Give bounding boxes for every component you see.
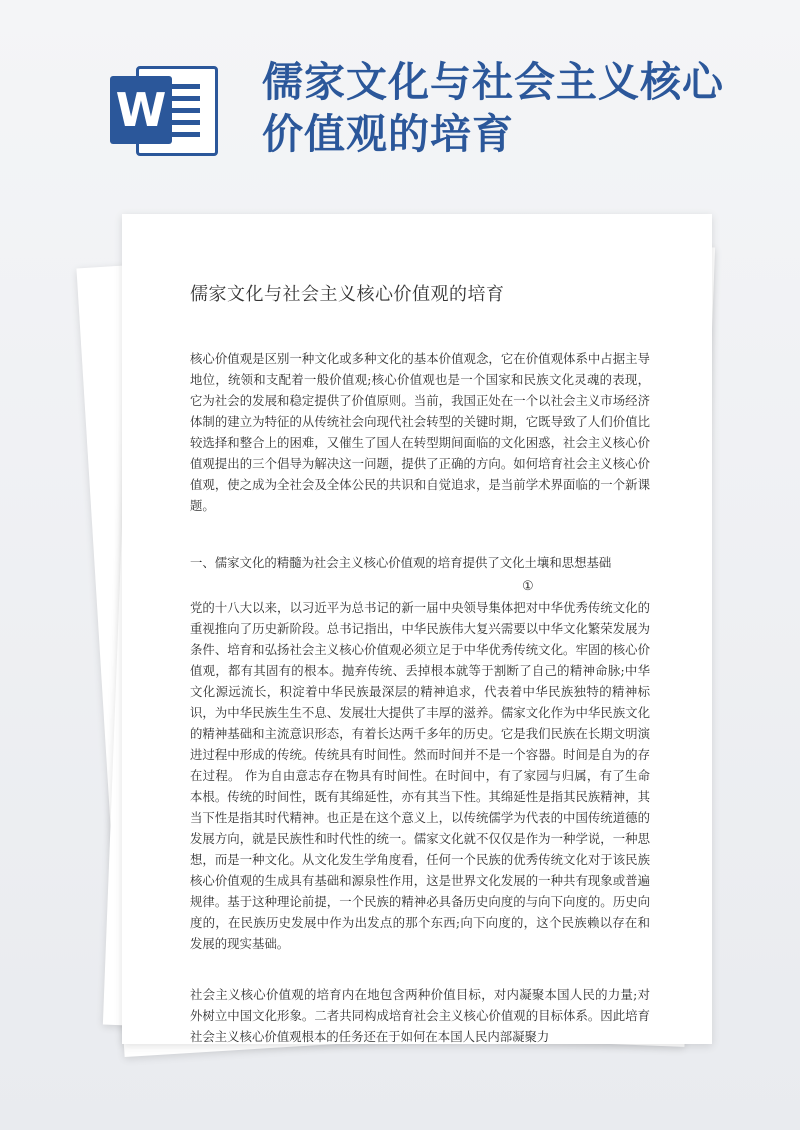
document-content	[190, 280, 650, 1047]
word-icon-letter: W	[110, 76, 172, 144]
word-document-icon	[110, 62, 220, 158]
footnote-marker: ①	[522, 579, 534, 594]
paragraph-continued: 社会主义核心价值观的培育内在地包含两种价值目标，对内凝聚本国人民的力量;对外树立中国文化形象。二者共同构成培育社会主义核心价值观的目标体系。因此培育社会主义核心价值观根本的任务还在于如何在本国人民内部凝聚力	[190, 987, 650, 1044]
paragraph-body: 党的十八大以来，以习近平为总书记的新一届中央领导集体把对中华优秀传统文化的重视推向了历史新阶段。总书记指出，中华民族伟大复兴需要以中华文化繁荣发展为条件、培育和弘扬社会主义核心价值观必须立足于中华优秀传统文化。牢固的核心价值观，都有其固有的根本。抛弃传统、丢掉根本就等于割断了自己的精神命脉;中华文化源远流长，积淀着中华民族最深层的精神追求，代表着中华民族独特的精神标识，为中华民族生生不息、发展壮大提供了丰厚的滋养。儒家文化作为中华民族文化的精神基础和主流意识形态，有着长达两千多年的历史。它是我们民族在长期文明演进过程中形成的传统。传统具有时间性。然而时间并不是一个容器。时间是自为的存在过程。 作为自由意志存在物具有时间性。在时间中，有了家园与归属，有了生命本根。传统的时间性，既有其绵延性，亦有其当下性。其绵延性是指其民族精神，其当下性是指其时代精神。也正是在这个意义上，以传统儒学为代表的中国传统道德的发展方向，就是民族性和时代性的统一。儒家文化就不仅仅是作为一种学说，一种思想，而是一种文化。从文化发生学角度看，任何一个民族的优秀传统文化对于该民族核心价值观的生成具有基础和源泉性作用，这是世界文化发展的一种共有现象或普遍规律。基于这种理论前提，一个民族的精神必具备历史向度的与向下向度的。历史向度的，在民族历史发展中作为出发点的那个东西;向下向度的，这个民族赖以存在和发展的现实基础。	[190, 600, 650, 951]
document-title: 儒家文化与社会主义核心价值观的培育	[190, 284, 505, 305]
paragraph-intro: 核心价值观是区别一种文化或多种文化的基本价值观念，它在价值观体系中占据主导地位，统领和支配着一般价值观;核心价值观也是一个国家和民族文化灵魂的表现，它为社会的发展和稳定提供了价值原则。当前，我国正处在一个以社会主义市场经济体制的建立为特征的从传统社会向现代社会转型的关键时期，它既导致了人们价值比较选择和整合上的困难，又催生了国人在转型期间面临的文化困惑，社会主义核心价值观提出的三个倡导为解决这一问题，提供了正确的方向。如何培育社会主义核心价值观，使之成为全社会及全体公民的共识和自觉追求，是当前学术界面临的一个新课题。	[190, 351, 650, 513]
section-heading: 一、儒家文化的精髓为社会主义核心价值观的培育提供了文化土壤和思想基础	[190, 555, 612, 570]
page-title: 儒家文化与社会主义核心价值观的培育	[262, 58, 724, 158]
